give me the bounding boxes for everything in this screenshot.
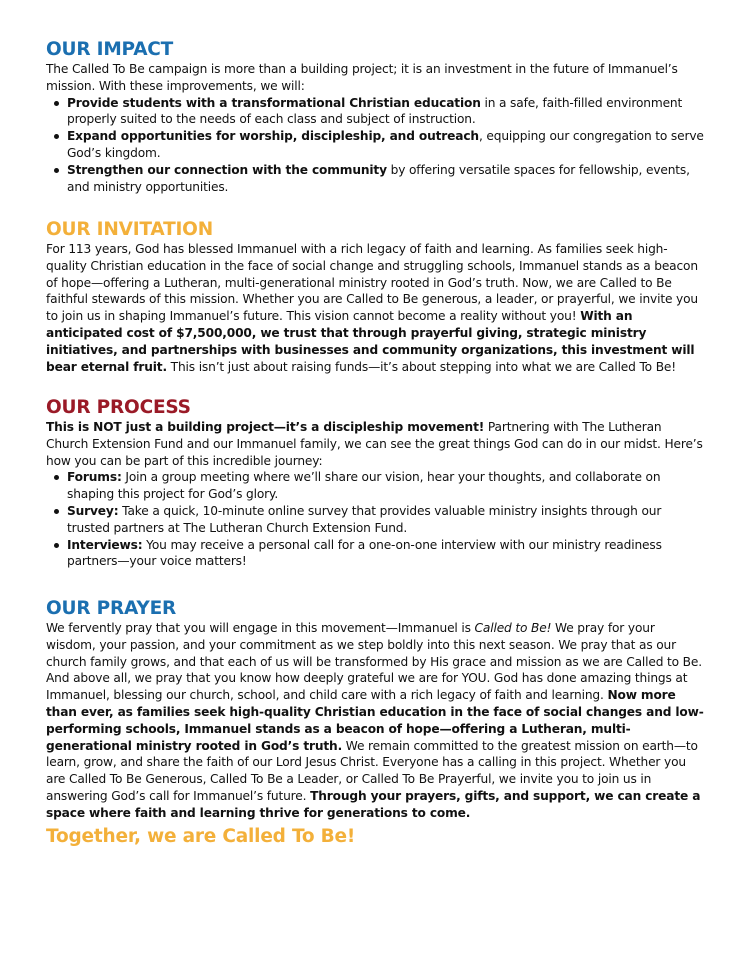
list-item <box>52 537 706 571</box>
list-item-text: , equipping our congregation to serve God’s kingdom. <box>67 129 704 160</box>
list-item-text: You may receive a personal call for a one-on-one interview with our ministry readiness partners—your voice matters! <box>67 537 662 569</box>
prayer-text: We fervently pray that you will engage in this movement—Immanuel is <box>46 621 475 635</box>
impact-intro: The Called To Be campaign is more than a building project; it is an investment in the future of Immanuel’s mission. With these improvements, we will: <box>46 62 678 93</box>
list-item <box>52 95 706 129</box>
process-intro-text: Partnering with The Lutheran Church Extension Fund and our Immanuel family, we can see the great things God can do in our midst. Here’s how you can be part of this incredible journey: <box>46 420 703 468</box>
list-item-bold: Expand opportunities for worship, discipleship, and outreach <box>67 129 479 144</box>
process-heading: OUR PROCESS <box>46 397 191 418</box>
list-item-bold: Forums: <box>67 470 122 485</box>
invitation-bold: With an anticipated cost of $7,500,000, we trust that through prayerful giving, strategic ministry initiatives, and partnerships with businesses and community organizations, this investment will bear eternal fruit. <box>46 309 695 374</box>
list-item-text: in a safe, faith-filled environment properly suited to the needs of each class and subject of instruction. <box>67 95 683 127</box>
list-item-text: by offering versatile spaces for fellowship, events, and ministry opportunities. <box>67 162 690 194</box>
prayer-bold: Through your prayers, gifts, and support, we can create a space where faith and learning thrive for generations to come. <box>46 788 701 820</box>
prayer-italic: Called to Be! <box>474 621 552 635</box>
prayer-paragraph <box>46 620 706 822</box>
list-item-text: Take a quick, 10-minute online survey that provides valuable ministry insights through our trusted partners at The Lutheran Church Extension Fund. <box>67 503 662 535</box>
closing-section <box>46 826 706 848</box>
process-section <box>46 397 706 570</box>
prayer-bold: Now more than ever, as families seek high-quality Christian education in the face of social changes and low-performing schools, Immanuel stands as a beacon of hope—offering a Lutheran, multi-generational ministry rooted in God’s truth. <box>46 688 704 753</box>
list-item-bold: Survey: <box>67 503 119 518</box>
invitation-text-end: This isn’t just about raising funds—it’s about stepping into what we are Called To Be! <box>166 359 677 374</box>
list-item-bold: Strengthen our connection with the community <box>67 162 387 177</box>
list-item <box>52 128 706 162</box>
invitation-text: For 113 years, God has blessed Immanuel with a rich legacy of faith and learning. As families seek high-quality Christian education in the face of social change and struggling schools, Immanuel stands as a beacon of hope—offering a Lutheran, multi-generational ministry rooted in God’s truth. Now, we are Called to Be faithful stewards of this mission. Whether you are Called to Be generous, a leader, or prayerful, we invite you to join us in shaping Immanuel’s future. This vision cannot become a reality without you! <box>46 242 698 324</box>
process-intro <box>46 419 706 469</box>
list-item-bold: Provide students with a transformational Christian education <box>67 95 481 110</box>
list-item-bold: Interviews: <box>67 537 143 552</box>
invitation-heading: OUR INVITATION <box>46 219 213 240</box>
list-item <box>52 469 706 503</box>
prayer-heading: OUR PRAYER <box>46 598 177 619</box>
prayer-section <box>46 598 706 822</box>
impact-list <box>52 95 706 196</box>
list-item-text: Join a group meeting where we’ll share our vision, hear your thoughts, and collaborate on shaping this project for God’s glory. <box>67 470 661 502</box>
impact-heading: OUR IMPACT <box>46 39 174 60</box>
prayer-text: We pray for your wisdom, your passion, and your commitment as we step boldly into this next season. We pray that as our church family grows, and that each of us will be transformed by His grace and mission as we are Called to Be. And above all, we pray that you know how deeply grateful we are for YOU. God has done amazing things at Immanuel, blessing our church, school, and child care with a rich legacy of faith and learning. <box>46 621 702 703</box>
invitation-section <box>46 219 706 375</box>
process-bold: This is NOT just a building project—it’s a discipleship movement! <box>46 420 485 434</box>
prayer-text: We remain committed to the greatest mission on earth—to learn, grow, and share the faith of our Lord Jesus Christ. Everyone has a calling in this project. Whether you are Called To Be Generous, Called To Be a Leader, or Called To Be Prayerful, we invite you to join us in answering God’s call for Immanuel’s future. <box>46 738 698 803</box>
closing-tagline: Together, we are Called To Be! <box>46 826 356 847</box>
list-item <box>52 162 706 196</box>
list-item <box>52 503 706 537</box>
invitation-paragraph <box>46 241 706 375</box>
process-list <box>52 469 706 570</box>
impact-section <box>46 39 706 195</box>
